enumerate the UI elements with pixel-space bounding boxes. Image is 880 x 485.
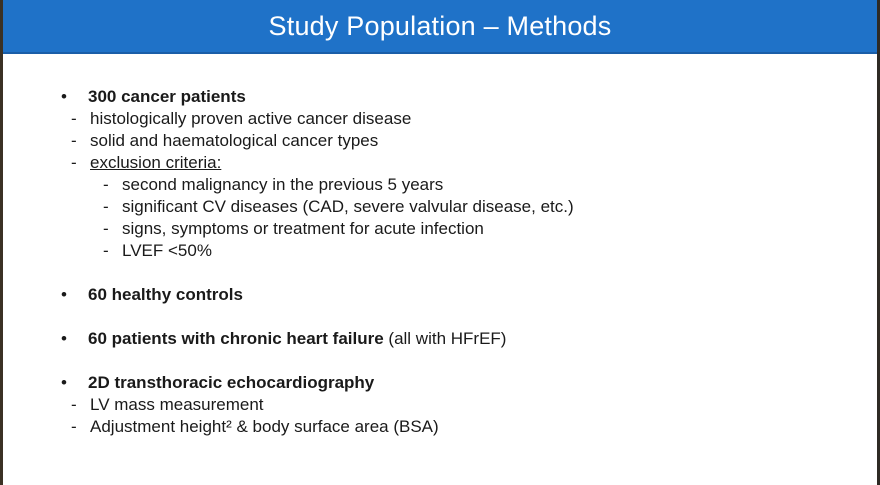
bullet-heading: 300 cancer patients xyxy=(88,87,246,106)
bullet-cancer-patients xyxy=(61,86,861,262)
sub-item-text: Adjustment height² & body surface area (BSA) xyxy=(90,417,439,436)
dash-icon: - xyxy=(103,219,109,238)
exclusion-item xyxy=(61,174,861,196)
bullet-heading: 60 healthy controls xyxy=(88,285,243,304)
bullet-heading: 60 patients with chronic heart failure xyxy=(88,329,384,348)
sub-item-text: solid and haematological cancer types xyxy=(90,131,379,150)
exclusion-item xyxy=(61,240,861,262)
bullet-dot-icon: • xyxy=(61,329,67,348)
bullet-echocardiography xyxy=(61,372,861,438)
sub-item xyxy=(61,130,861,152)
dash-icon: - xyxy=(71,109,77,128)
dash-icon: - xyxy=(103,241,109,260)
slide-content xyxy=(61,86,861,460)
sub-item-text: histologically proven active cancer disease xyxy=(90,109,412,128)
exclusion-item xyxy=(61,218,861,240)
bullet-heart-failure xyxy=(61,328,861,350)
exclusion-item-text: signs, symptoms or treatment for acute infection xyxy=(122,219,484,238)
dash-icon: - xyxy=(71,131,77,150)
bullet-healthy-controls xyxy=(61,284,861,306)
bullet-dot-icon: • xyxy=(61,285,67,304)
dash-icon: - xyxy=(71,153,77,172)
bullet-heading: 2D transthoracic echocardiography xyxy=(88,373,375,392)
dash-icon: - xyxy=(71,395,77,414)
dash-icon: - xyxy=(103,197,109,216)
slide-title: Study Population – Methods xyxy=(268,10,612,41)
dash-icon: - xyxy=(71,417,77,436)
sub-item xyxy=(61,108,861,130)
sub-item-exclusion xyxy=(61,152,861,174)
bullet-detail: (all with HFrEF) xyxy=(383,329,507,348)
bullet-dot-icon: • xyxy=(61,87,67,106)
sub-item-text: LV mass measurement xyxy=(90,395,264,414)
title-bar xyxy=(3,0,877,54)
exclusion-item-text: LVEF <50% xyxy=(122,241,212,260)
slide xyxy=(3,0,877,485)
sub-item xyxy=(61,394,861,416)
bullet-dot-icon: • xyxy=(61,373,67,392)
exclusion-item-text: significant CV diseases (CAD, severe valvular disease, etc.) xyxy=(122,197,574,216)
exclusion-item xyxy=(61,196,861,218)
exclusion-item-text: second malignancy in the previous 5 years xyxy=(122,175,444,194)
sub-item xyxy=(61,416,861,438)
dash-icon: - xyxy=(103,175,109,194)
exclusion-criteria-label: exclusion criteria: xyxy=(90,153,222,172)
